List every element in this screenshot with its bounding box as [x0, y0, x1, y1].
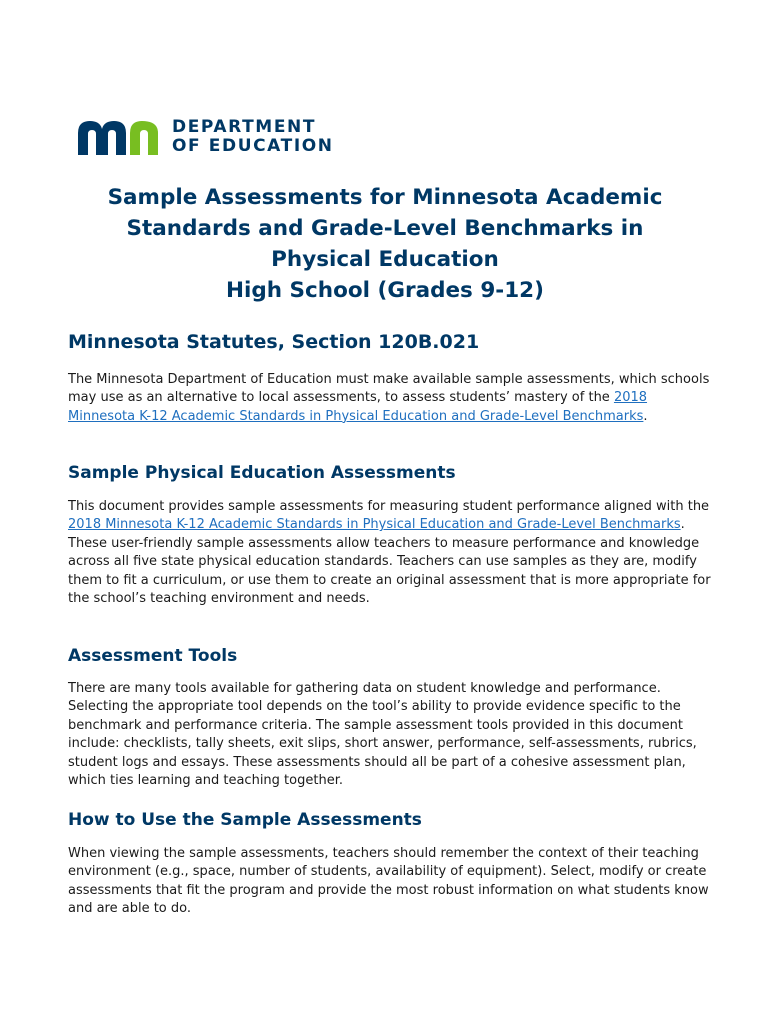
page-title: [40, 182, 730, 306]
section-heading-tools: Assessment Tools: [68, 646, 238, 666]
section-how-to-use: [68, 809, 718, 919]
section-heading-sample: Sample Physical Education Assessments: [68, 463, 456, 483]
standards-link[interactable]: 2018 Minnesota K-12 Academic Standards in Physical Education and Grade-Level Benchmarks: [68, 390, 648, 424]
section-statutes: [68, 330, 718, 426]
text-before-link: The Minnesota Department of Education must make available sample assessments, which schools may use as an alternative to local assessments, to assess students’ mastery of the: [68, 372, 710, 406]
text-after-link: .: [643, 408, 648, 424]
logo-line-1: DEPARTMENT: [172, 117, 317, 137]
section-heading-statutes: Minnesota Statutes, Section 120B.021: [68, 331, 480, 353]
section-sample-assessments: [68, 462, 718, 608]
section-assessment-tools: [68, 645, 718, 790]
section-text-how-to-use: When viewing the sample assessments, teachers should remember the context of their teaching environment (e.g., space, number of students, availability of equipment). Select, modify or create assessments that fit the program and provide the most robust information on what students know and are able to do.: [68, 846, 709, 917]
section-text-tools: There are many tools available for gathering data on student knowledge and performance. Selecting the appropriate tool depends on the tool’s ability to provide evidence specific to the benchmark and performance criteria. The sample assessment tools provided in this document include: checklists, tally sheets, exit slips, short answer, performance, self-assessments, rubrics, student logs and essays. These assessments should all be part of a cohesive assessment plan, which ties learning and teaching together.: [68, 681, 697, 789]
mn-logo-mark-icon: [76, 119, 160, 155]
title-line-3: Physical Education: [271, 247, 499, 272]
section-heading-how-to-use: How to Use the Sample Assessments: [68, 810, 422, 830]
text-after-link: . These user-friendly sample assessments allow teachers to measure performance and knowledge across all five state physical education standards. Teachers can use samples as they are, modify them to fit a curriculum, or use them to create an original assessment that is more appropriate for the school’s teaching environment and needs.: [68, 517, 711, 607]
section-text-sample: [68, 498, 718, 608]
title-line-4: High School (Grades 9-12): [226, 278, 544, 303]
title-line-1: Sample Assessments for Minnesota Academic: [107, 185, 663, 210]
logo-wordmark: [172, 118, 334, 156]
title-line-2: Standards and Grade-Level Benchmarks in: [126, 216, 644, 241]
mde-logo: [76, 118, 334, 156]
section-text-statutes: [68, 371, 718, 426]
standards-link[interactable]: 2018 Minnesota K-12 Academic Standards in Physical Education and Grade-Level Benchmarks: [68, 517, 681, 533]
text-before-link: This document provides sample assessments for measuring student performance aligned with the: [68, 499, 710, 514]
logo-line-2: OF EDUCATION: [172, 136, 334, 156]
